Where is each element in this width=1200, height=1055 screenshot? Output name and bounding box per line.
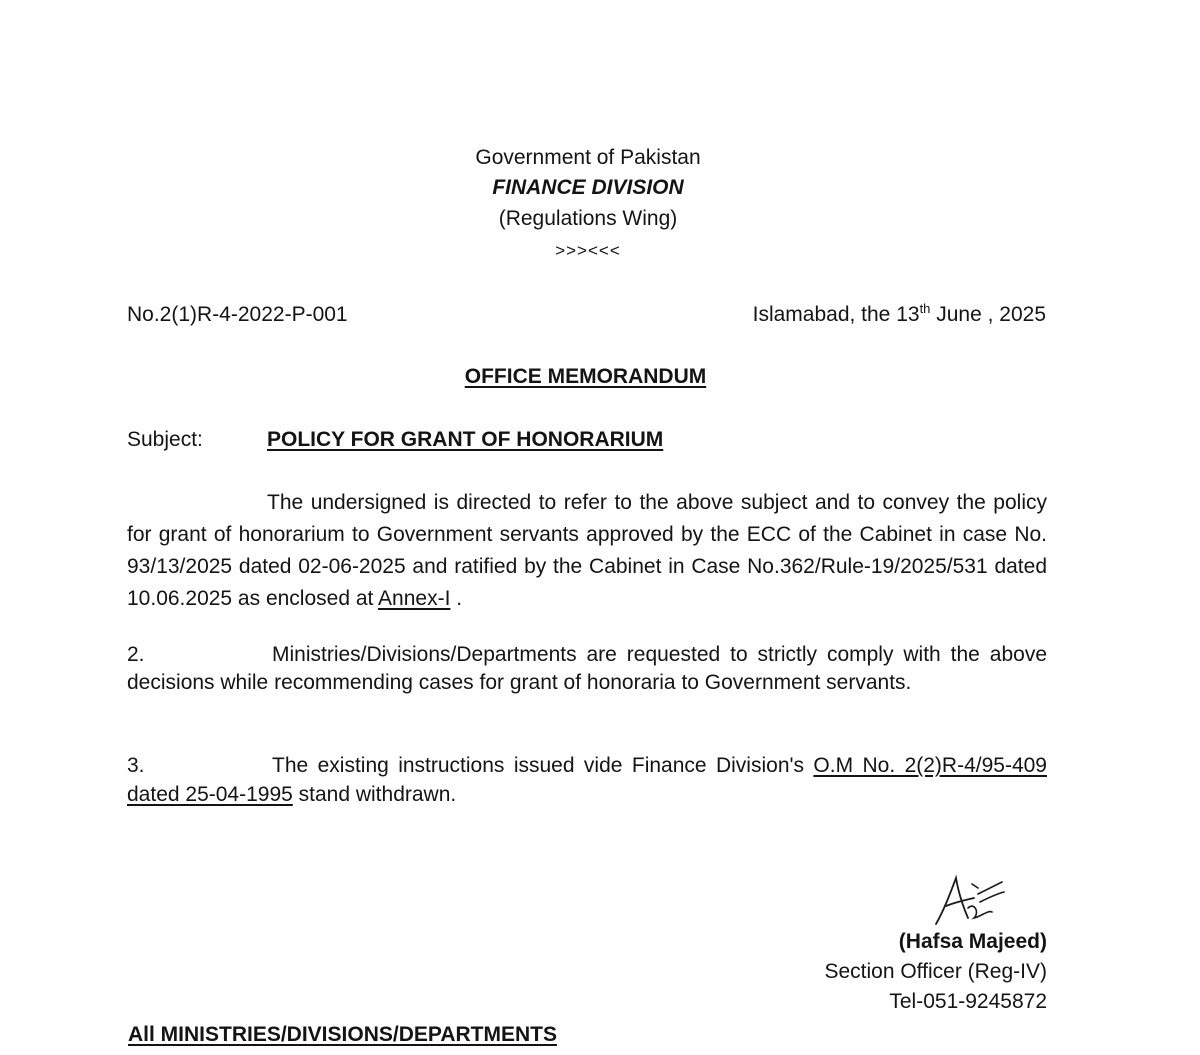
government-name: Government of Pakistan [475,146,701,169]
signatory-designation: Section Officer (Reg-IV) [824,960,1047,983]
paragraph-2-text: Ministries/Divisions/Departments are requested to strictly comply with the above decisions while recommending cases for grant of honoraria to Government servants. [127,643,1047,694]
om-reference-link[interactable]: O.M No. 2(2)R-4/95-409 dated 25-04-1995 [127,754,1047,806]
paragraph-1-text: The undersigned is directed to refer to the above subject and to convey the policy for grant of honorarium to Government servants approved by the ECC of the Cabinet in case No. 93/13/2025 dated 02-06-2025 and ratified by the Cabinet in Case No.362/Rule-19/2025/531 dated 10.06.2025 as enclosed at [127,491,1047,610]
header-separator: >>><<< [555,241,621,260]
subject-text: POLICY FOR GRANT OF HONORARIUM [267,428,664,451]
paragraph-2 [127,641,1047,696]
paragraph-3-end: stand withdrawn. [292,783,457,806]
date-rest: June , 2025 [930,303,1046,326]
paragraph-3-text: The existing instructions issued vide Finance Division's [272,754,814,777]
signatory-phone: Tel-051-9245872 [889,990,1047,1013]
issue-date [753,300,1046,330]
annex-link[interactable]: Annex-I [378,587,451,610]
signatory-name: (Hafsa Majeed) [898,930,1047,953]
addressee: All MINISTRIES/DIVISIONS/DEPARTMENTS [128,1023,557,1046]
wing-name: (Regulations Wing) [498,207,678,230]
memo-title: OFFICE MEMORANDUM [464,365,707,388]
paragraph-1 [127,487,1047,615]
paragraph-2-number: 2. [127,643,145,666]
division-name: FINANCE DIVISION [492,176,684,199]
paragraph-3 [127,751,1047,809]
signature-block [824,927,1047,1017]
paragraph-1-end: . [450,587,463,610]
subject-label: Subject: [127,428,203,451]
handwritten-signature [928,872,1008,930]
date-ordinal: th [919,301,931,316]
date-prefix: Islamabad, the 13 [752,303,920,326]
reference-number: No.2(1)R-4-2022-P-001 [127,303,348,326]
paragraph-3-number: 3. [127,754,145,777]
